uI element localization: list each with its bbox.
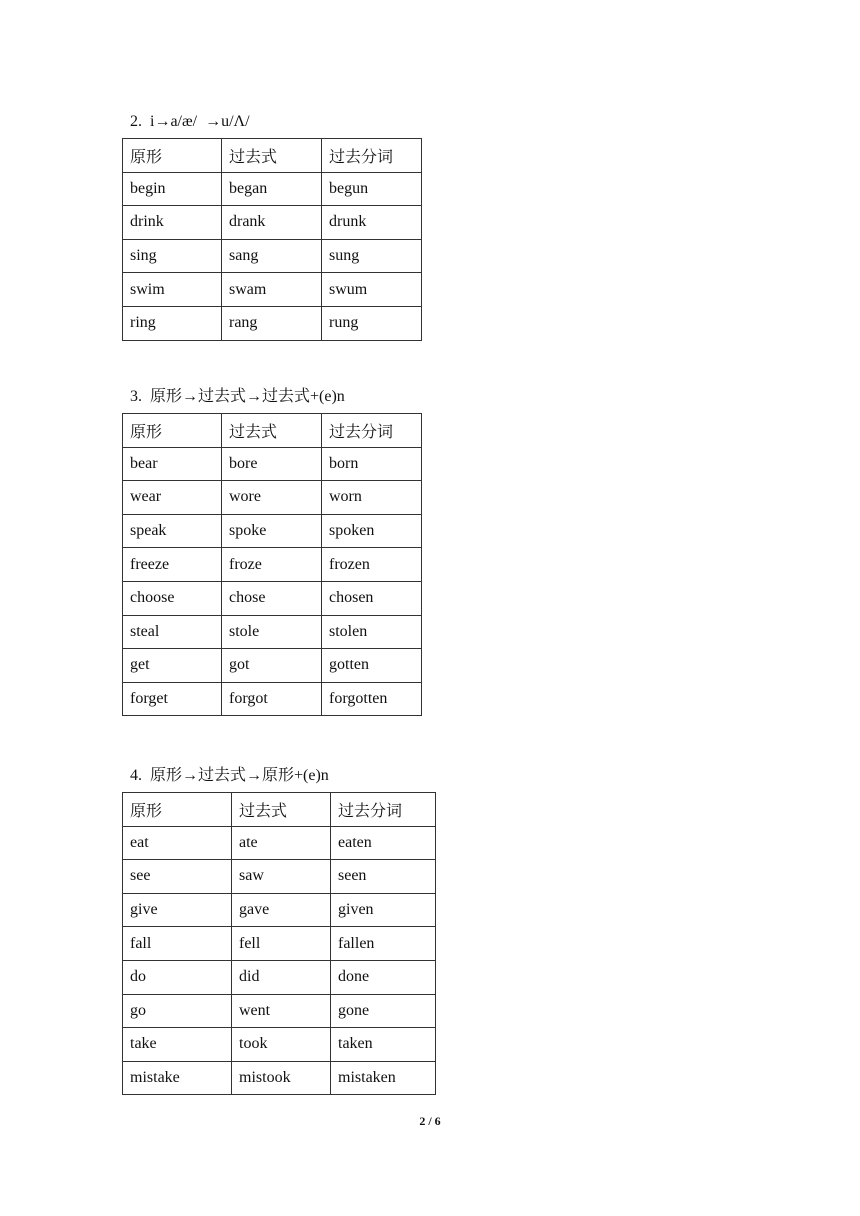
cell-past-tense: chose: [222, 581, 322, 615]
cell-past-participle: born: [322, 447, 422, 481]
header-base-form: 原形: [123, 139, 222, 173]
cell-base-form: take: [123, 1028, 232, 1062]
cell-base-form: give: [123, 893, 232, 927]
cell-base-form: drink: [123, 206, 222, 240]
cell-past-participle: worn: [322, 481, 422, 515]
section-4-heading: 4. 原形→过去式→原形+(e)n: [130, 767, 329, 784]
section-3-table: [122, 413, 422, 716]
cell-past-participle: seen: [331, 860, 436, 894]
cell-base-form: mistake: [123, 1061, 232, 1095]
cell-past-tense: stole: [222, 615, 322, 649]
section-2-table: [122, 138, 422, 341]
cell-base-form: eat: [123, 826, 232, 860]
table-row: [123, 447, 422, 481]
cell-base-form: forget: [123, 682, 222, 716]
cell-past-participle: chosen: [322, 581, 422, 615]
header-past-participle: 过去分词: [331, 793, 436, 827]
page-number: 2 / 6: [419, 1114, 441, 1128]
table-row: [123, 960, 436, 994]
table-row: [123, 1028, 436, 1062]
cell-past-participle: sung: [322, 239, 422, 273]
table-row: [123, 826, 436, 860]
cell-past-tense: bore: [222, 447, 322, 481]
cell-base-form: do: [123, 960, 232, 994]
cell-past-participle: drunk: [322, 206, 422, 240]
cell-past-tense: did: [232, 960, 331, 994]
table-row: [123, 514, 422, 548]
cell-past-participle: rung: [322, 306, 422, 340]
cell-past-tense: swam: [222, 273, 322, 307]
cell-past-tense: wore: [222, 481, 322, 515]
cell-base-form: speak: [123, 514, 222, 548]
table-header-row: [123, 414, 422, 448]
cell-past-tense: gave: [232, 893, 331, 927]
cell-past-participle: given: [331, 893, 436, 927]
cell-past-participle: gotten: [322, 649, 422, 683]
table-row: [123, 581, 422, 615]
cell-past-tense: fell: [232, 927, 331, 961]
section-2-heading: 2. i→a/æ/ →u/Λ/: [130, 113, 250, 130]
cell-past-tense: rang: [222, 306, 322, 340]
cell-base-form: wear: [123, 481, 222, 515]
table-row: [123, 273, 422, 307]
cell-base-form: freeze: [123, 548, 222, 582]
header-past-tense: 过去式: [232, 793, 331, 827]
cell-past-tense: got: [222, 649, 322, 683]
table-row: [123, 172, 422, 206]
cell-past-tense: drank: [222, 206, 322, 240]
table-row: [123, 682, 422, 716]
table-row: [123, 481, 422, 515]
header-past-participle: 过去分词: [322, 414, 422, 448]
cell-past-participle: fallen: [331, 927, 436, 961]
table-row: [123, 927, 436, 961]
cell-past-participle: swum: [322, 273, 422, 307]
header-past-participle: 过去分词: [322, 139, 422, 173]
header-past-tense: 过去式: [222, 139, 322, 173]
cell-past-participle: mistaken: [331, 1061, 436, 1095]
table-row: [123, 649, 422, 683]
table-row: [123, 306, 422, 340]
table-row: [123, 1061, 436, 1095]
section-4-table: [122, 792, 436, 1095]
cell-base-form: steal: [123, 615, 222, 649]
table-row: [123, 615, 422, 649]
cell-base-form: swim: [123, 273, 222, 307]
table-row: [123, 206, 422, 240]
cell-base-form: go: [123, 994, 232, 1028]
table-row: [123, 548, 422, 582]
cell-past-tense: began: [222, 172, 322, 206]
cell-past-tense: ate: [232, 826, 331, 860]
cell-past-tense: forgot: [222, 682, 322, 716]
cell-base-form: bear: [123, 447, 222, 481]
cell-past-participle: gone: [331, 994, 436, 1028]
cell-past-participle: done: [331, 960, 436, 994]
cell-base-form: begin: [123, 172, 222, 206]
cell-past-tense: froze: [222, 548, 322, 582]
table-row: [123, 860, 436, 894]
cell-base-form: get: [123, 649, 222, 683]
cell-base-form: sing: [123, 239, 222, 273]
section-3-heading: 3. 原形→过去式→过去式+(e)n: [130, 388, 345, 405]
cell-past-tense: saw: [232, 860, 331, 894]
cell-past-participle: begun: [322, 172, 422, 206]
cell-past-tense: sang: [222, 239, 322, 273]
cell-past-tense: went: [232, 994, 331, 1028]
cell-past-tense: mistook: [232, 1061, 331, 1095]
cell-past-participle: taken: [331, 1028, 436, 1062]
cell-past-participle: spoken: [322, 514, 422, 548]
cell-past-participle: eaten: [331, 826, 436, 860]
cell-base-form: choose: [123, 581, 222, 615]
header-base-form: 原形: [123, 793, 232, 827]
table-row: [123, 994, 436, 1028]
table-header-row: [123, 793, 436, 827]
table-row: [123, 893, 436, 927]
cell-past-participle: stolen: [322, 615, 422, 649]
header-past-tense: 过去式: [222, 414, 322, 448]
table-header-row: [123, 139, 422, 173]
cell-base-form: fall: [123, 927, 232, 961]
cell-past-tense: took: [232, 1028, 331, 1062]
header-base-form: 原形: [123, 414, 222, 448]
cell-past-tense: spoke: [222, 514, 322, 548]
cell-past-participle: forgotten: [322, 682, 422, 716]
cell-base-form: see: [123, 860, 232, 894]
table-row: [123, 239, 422, 273]
cell-past-participle: frozen: [322, 548, 422, 582]
cell-base-form: ring: [123, 306, 222, 340]
